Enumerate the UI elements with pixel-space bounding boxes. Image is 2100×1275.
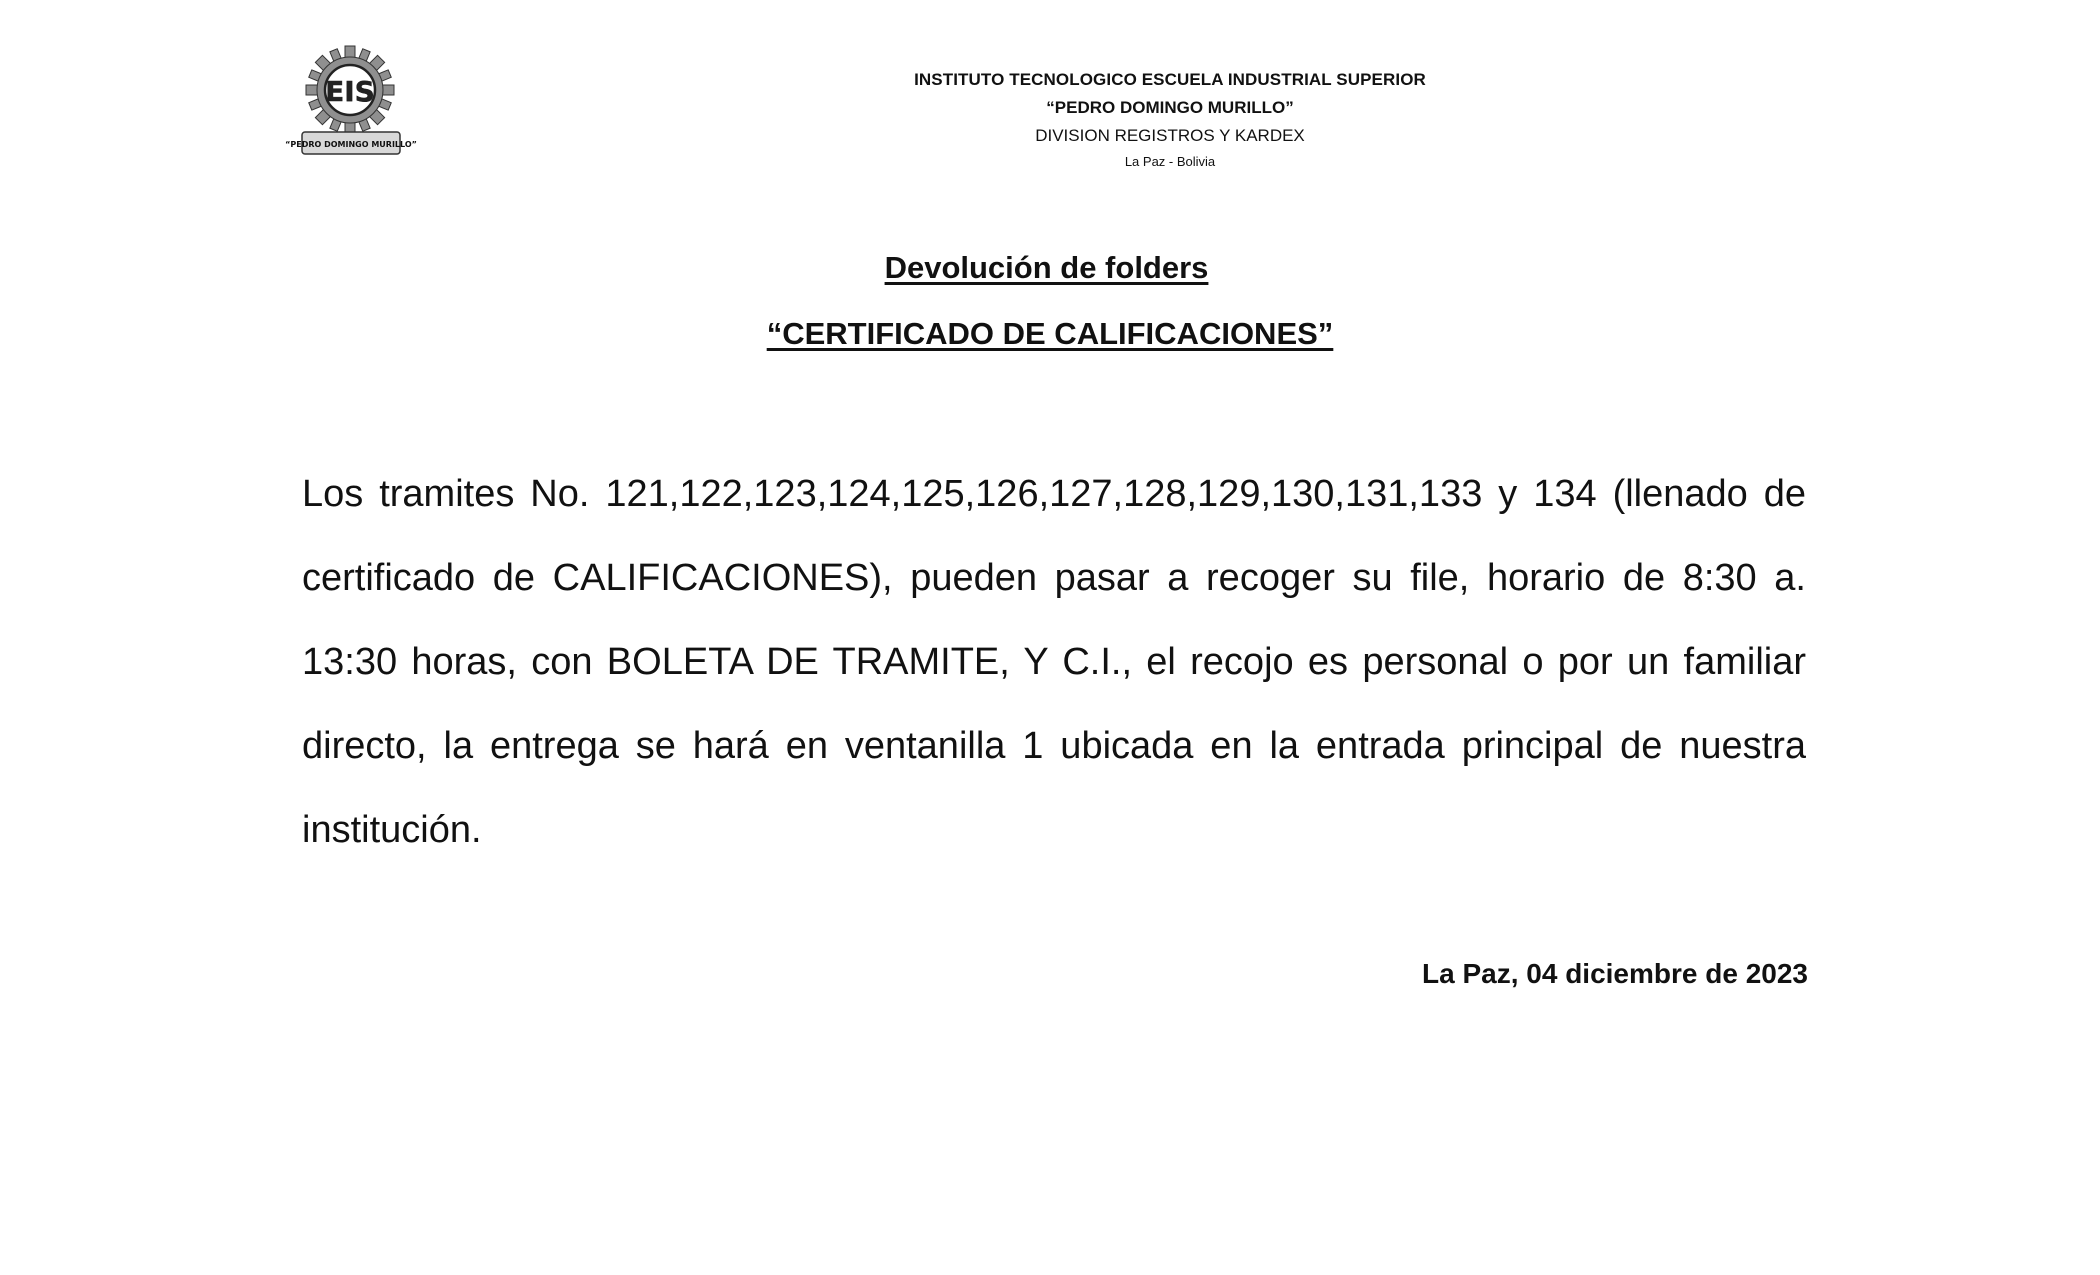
notice-date: La Paz, 04 diciembre de 2023: [1422, 958, 1808, 989]
notice-title: Devolución de folders: [884, 250, 1209, 285]
institution-name: INSTITUTO TECNOLOGICO ESCUELA INDUSTRIAL SUPERIOR: [914, 70, 1426, 89]
gear-emblem-icon: [285, 46, 417, 158]
notice-titles: [0, 246, 2100, 356]
notice-subtitle: “CERTIFICADO DE CALIFICACIONES”: [766, 316, 1334, 351]
institution-header: [780, 66, 1560, 174]
notice-body: Los tramites No. 121,122,123,124,125,126,127,128,129,130,131,133 y 134 (llenado de certificado de CALIFICACIONES), pueden pasar a recoger su file, horario de 8:30 a. 13:30 horas, con BOLETA DE TRAMITE, Y C.I., el recojo es personal o por un familiar directo, la entrega se hará en ventanilla 1 ubicada en la entrada principal de nuestra institución.: [302, 473, 1806, 851]
division-name: DIVISION REGISTROS Y KARDEX: [1035, 126, 1305, 145]
svg-text:“PEDRO DOMINGO MURILLO”: “PEDRO DOMINGO MURILLO”: [285, 140, 417, 149]
svg-text:EIS: EIS: [325, 75, 375, 108]
institution-logo: [285, 46, 417, 158]
location: La Paz - Bolivia: [1124, 154, 1216, 169]
institution-subname: “PEDRO DOMINGO MURILLO”: [1046, 98, 1294, 117]
